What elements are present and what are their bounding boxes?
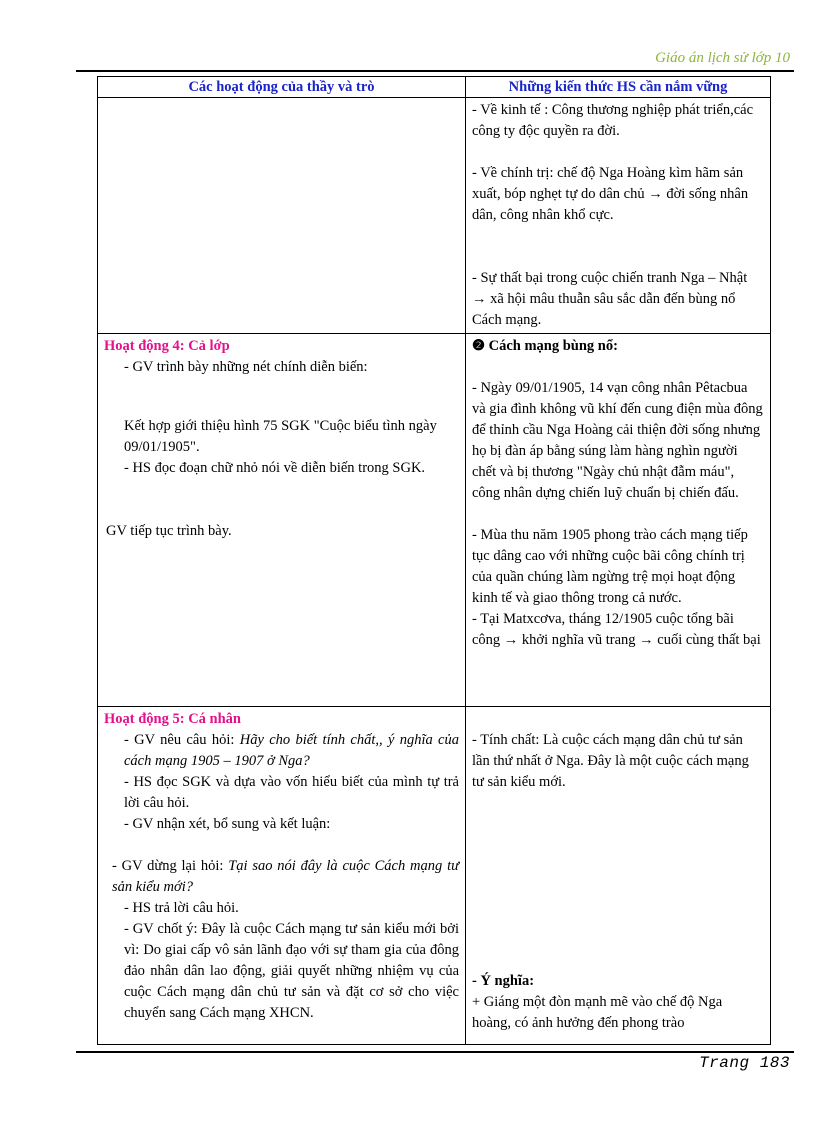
- table-row: [98, 98, 771, 334]
- q2-prefix: - GV dừng lại hỏi:: [112, 858, 229, 874]
- row2-right-cell: [466, 334, 771, 707]
- table-header-row: [98, 77, 771, 98]
- row2-left-line-4: GV tiếp tục trình bày.: [106, 523, 232, 539]
- q2-text: Tại sao nói đây là cuộc Cách mạng tư sản kiểu mới?: [112, 858, 460, 895]
- war-point: - Sự thất bại trong cuộc chiến tranh Nga – Nhật → xã hội mâu thuẫn sâu sắc dẫn đến bùng nổ Cách mạng.: [472, 270, 748, 328]
- col2-header: Những kiến thức HS cần nắm vững: [466, 77, 771, 98]
- nature-text: - Tính chất: Là cuộc cách mạng dân chủ tư sản lần thứ nhất ở Nga. Đây là một cuộc cách mạng tư sản kiểu mới.: [472, 732, 749, 790]
- row2-left-line-1: - GV trình bày những nét chính diễn biến:: [124, 359, 368, 375]
- section-title-revolution: ❷ Cách mạng bùng nổ:: [472, 338, 618, 354]
- row1-left-cell: [98, 98, 466, 334]
- event-moscow-1905: - Tại Matxcơva, tháng 12/1905 cuộc tổng bãi công → khởi nghĩa vũ trang → cuối cùng thất bại: [472, 611, 761, 648]
- row2-left-line-2: Kết hợp giới thiệu hình 75 SGK "Cuộc biểu tình ngày 09/01/1905".: [124, 418, 437, 455]
- row1-right-cell: [466, 98, 771, 334]
- footer-rule: [76, 1051, 794, 1053]
- row3-question-1: [104, 730, 459, 772]
- politics-point: - Về chính trị: chế độ Nga Hoàng kìm hãm sản xuất, bóp nghẹt tự do dân chủ → đời sống nhân dân, công nhân khổ cực.: [472, 165, 749, 223]
- meaning-text: + Giáng một đòn mạnh mẽ vào chế độ Nga hoàng, có ảnh hưởng đến phong trào: [472, 994, 723, 1031]
- page-number: Trang 183: [699, 1054, 790, 1072]
- row3-left-cell: [98, 707, 466, 1045]
- activity-4-title: Hoạt động 4: Cả lớp: [104, 338, 230, 354]
- q1-prefix: - GV nêu câu hỏi:: [124, 732, 240, 748]
- q1-text: Hãy cho biết tính chất,, ý nghĩa của cách mạng 1905 – 1907 ở Nga?: [124, 732, 459, 769]
- meaning-title: - Ý nghĩa:: [472, 973, 535, 989]
- row2-left-cell: [98, 334, 466, 707]
- table-row: [98, 707, 771, 1045]
- table-row: [98, 334, 771, 707]
- lesson-table: [97, 76, 771, 1045]
- row2-left-line-3: - HS đọc đoạn chữ nhỏ nói về diễn biến trong SGK.: [124, 460, 426, 476]
- row3-right-cell: [466, 707, 771, 1045]
- header-rule: [76, 70, 794, 72]
- event-autumn-1905: - Mùa thu năm 1905 phong trào cách mạng tiếp tục dâng cao với những cuộc bãi công chính trị của quần chúng làm ngừng trệ mọi hoạt động kinh tế và giao thông trong cả nước.: [472, 527, 748, 606]
- row3-left-line-2: - HS đọc SGK và dựa vào vốn hiểu biết của mình tự trả lời câu hỏi.: [124, 774, 459, 811]
- document-header-title: Giáo án lịch sử lớp 10: [655, 50, 790, 66]
- economy-point: - Về kinh tế : Công thương nghiệp phát triển,các công ty độc quyền ra đời.: [472, 102, 754, 139]
- activity-5-title: Hoạt động 5: Cá nhân: [104, 711, 241, 727]
- row3-question-2: [104, 856, 459, 898]
- event-jan-1905: - Ngày 09/01/1905, 14 vạn công nhân Pêtacbua và gia đình không vũ khí đến cung điện mùa đông để thỉnh cầu Nga Hoàng cải thiện đời sống nhưng họ bị đàn áp bằng súng làm hàng nghìn người chết và bị thương "Ngày chủ nhật đẫm máu", công nhân dựng chiến luỹ chuẩn bị chiến đấu.: [472, 380, 763, 501]
- col1-header: Các hoạt động của thầy và trò: [98, 77, 466, 98]
- row3-left-line-6: - GV chốt ý: Đây là cuộc Cách mạng tư sản kiểu mới bởi vì: Do giai cấp vô sản lãnh đạo với sự tham gia của đông đảo nhân dân lao động, giải quyết những nhiệm vụ của cuộc Cách mạng dân chủ tư sản và đặt cơ sở cho việc chuyển sang Cách mạng XHCN.: [124, 921, 459, 1021]
- row3-left-line-3: - GV nhận xét, bổ sung và kết luận:: [124, 816, 331, 832]
- row3-left-line-5: - HS trả lời câu hỏi.: [124, 900, 239, 916]
